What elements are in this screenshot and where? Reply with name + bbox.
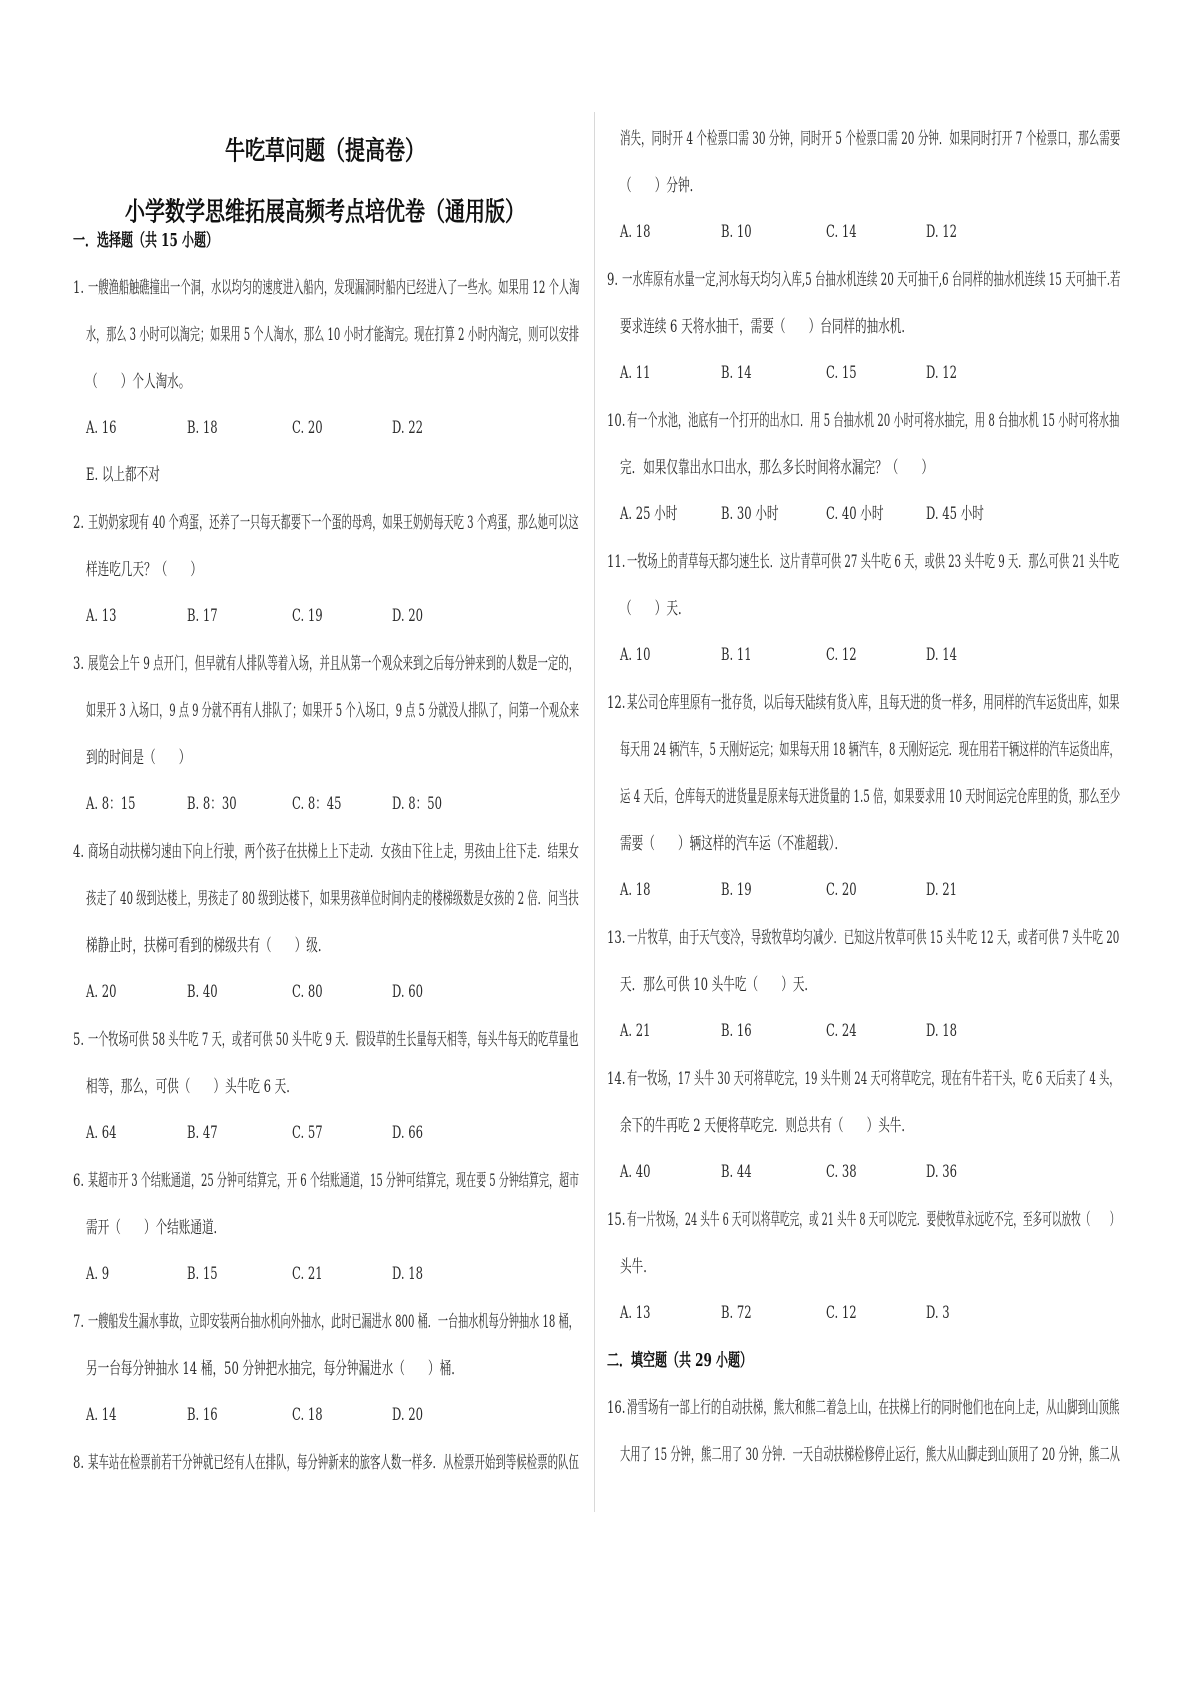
question-line	[607, 772, 1122, 819]
answer-option: C. 20	[826, 878, 857, 900]
answer-options	[607, 631, 1122, 678]
answer-option: D. 14	[926, 643, 958, 665]
answer-option: C. 38	[826, 1160, 857, 1182]
answer-option: D. 3	[926, 1301, 950, 1323]
section-heading-text: 一．选择题（共 15 小题）	[73, 229, 219, 250]
answer-options	[607, 1148, 1122, 1195]
question-text: 一艘船发生漏水事故，立即安装两台抽水机向外抽水，此时已漏进水 800 桶．一台抽水机每分钟抽水 18 桶，	[88, 1310, 579, 1331]
question-text: 样连吃几天？（ ）	[86, 558, 202, 579]
question-line	[607, 678, 1122, 725]
answer-option: C. 18	[292, 1403, 323, 1425]
question-line	[73, 874, 581, 921]
question-line	[607, 725, 1122, 772]
question-line	[73, 263, 581, 310]
question-line	[607, 396, 1122, 443]
answer-option: C. 21	[292, 1262, 323, 1284]
question-line	[607, 960, 1122, 1007]
answer-options	[73, 780, 581, 827]
question-text: 需要（ ）辆这样的汽车运（不准超载）．	[620, 832, 847, 853]
answer-options	[607, 1289, 1122, 1336]
question-text: 某公司仓库里原有一批存货，以后每天陆续有货入库，且每天进的货一样多，用同样的汽车运货出库，如果	[627, 691, 1120, 712]
answer-option: B. 47	[187, 1121, 218, 1143]
answer-option: B. 16	[187, 1403, 218, 1425]
answer-options	[73, 1250, 581, 1297]
answer-option: A. 11	[620, 361, 651, 383]
question-line	[607, 537, 1122, 584]
question-line	[73, 310, 581, 357]
question-text: （ ）天．	[620, 597, 690, 618]
answer-option: C. 80	[292, 980, 323, 1002]
answer-option: C. 20	[292, 416, 323, 438]
question-text: 一水库原有水量一定,河水每天均匀入库,5 台抽水机连续 20 天可抽干,6 台同样的抽水机连续 15 天可抽干.若	[622, 268, 1121, 289]
answer-options	[73, 968, 581, 1015]
answer-option: A. 9	[86, 1262, 110, 1284]
answer-option: B. 8：30	[187, 792, 237, 814]
question-text: 滑雪场有一部上行的自动扶梯，熊大和熊二着急上山，在扶梯上行的同时他们也在向上走，从山脚到山顶熊	[627, 1396, 1120, 1417]
question-line	[73, 1156, 581, 1203]
question-line	[607, 1195, 1122, 1242]
question-number: 11.	[607, 550, 626, 571]
answer-options	[607, 349, 1122, 396]
answer-option: D. 20	[392, 604, 424, 626]
question-text: 完．如果仅靠出水口出水，那么多长时间将水漏完？（ ）	[620, 456, 934, 477]
question-number: 4.	[73, 840, 85, 861]
question-text: 到的时间是（ ）	[86, 746, 191, 767]
answer-option: A. 18	[620, 220, 651, 242]
answer-option: A. 40	[620, 1160, 651, 1182]
question-line	[73, 545, 581, 592]
question-line	[607, 913, 1122, 960]
question-text: 孩走了 40 级到达楼上，男孩走了 80 级到达楼下，如果男孩单位时间内走的楼梯级数是女孩的 2 倍．问当扶	[86, 887, 579, 908]
right-column	[607, 114, 1122, 1477]
answer-option: B. 15	[187, 1262, 218, 1284]
question-line	[607, 443, 1122, 490]
section-heading	[73, 216, 581, 263]
question-text: 一个牧场可供 58 头牛吃 7 天，或者可供 50 头牛吃 9 天．假设草的生长量每天相等，每头牛每天的吃草量也	[88, 1028, 579, 1049]
question-line	[73, 1015, 581, 1062]
answer-options	[607, 208, 1122, 255]
section-heading-text: 二．填空题（共 29 小题）	[607, 1349, 753, 1370]
question-line	[73, 1203, 581, 1250]
question-number: 16.	[607, 1396, 626, 1417]
question-text: 一艘渔船触礁撞出一个洞，水以均匀的速度进入船内，发现漏洞时船内已经进入了一些水。如果用 12 个人淘	[88, 276, 580, 297]
answer-option: D. 12	[926, 361, 958, 383]
question-text: （ ）个人淘水。	[86, 370, 191, 391]
question-number: 5.	[73, 1028, 85, 1049]
question-text: 如果开 3 入场口，9 点 9 分就不再有人排队了；如果开 5 个入场口，9 点 5 分就没人排队了，问第一个观众来	[86, 699, 580, 720]
question-line	[607, 1054, 1122, 1101]
question-text: 展览会上午 9 点开门，但早就有人排队等着入场，并且从第一个观众来到之后每分钟来到的人数是一定的，	[88, 652, 580, 673]
answer-option: B. 40	[187, 980, 218, 1002]
answer-option: D. 18	[926, 1019, 958, 1041]
answer-option: C. 14	[826, 220, 857, 242]
answer-option: B. 16	[721, 1019, 752, 1041]
question-number: 6.	[73, 1169, 85, 1190]
section-heading	[607, 1336, 1122, 1383]
question-number: 8.	[73, 1451, 85, 1472]
question-line	[607, 1242, 1122, 1289]
question-line	[73, 686, 581, 733]
question-line	[607, 819, 1122, 866]
question-line	[607, 255, 1122, 302]
answer-option: B. 17	[187, 604, 218, 626]
question-line	[607, 1430, 1122, 1477]
answer-options	[73, 451, 581, 498]
question-text: 一片牧草，由于天气变冷，导致牧草均匀减少．已知这片牧草可供 15 头牛吃 12 天，或者可供 7 头牛吃 20	[627, 926, 1120, 947]
question-line	[73, 1297, 581, 1344]
answer-option: A. 10	[620, 643, 651, 665]
question-text: 相等，那么，可供（ ）头牛吃 6 天．	[86, 1075, 298, 1096]
answer-option: D. 18	[392, 1262, 424, 1284]
answer-option: B. 11	[721, 643, 752, 665]
answer-option: D. 36	[926, 1160, 958, 1182]
question-line	[607, 1383, 1122, 1430]
question-line	[73, 733, 581, 780]
answer-options	[73, 404, 581, 451]
answer-option: C. 19	[292, 604, 323, 626]
answer-option: A. 16	[86, 416, 117, 438]
answer-option: A. 13	[620, 1301, 651, 1323]
question-text: 要求连续 6 天将水抽干，需要（ ）台同样的抽水机．	[620, 315, 913, 336]
answer-options	[73, 592, 581, 639]
column-divider	[594, 112, 595, 1512]
answer-option: A. 64	[86, 1121, 117, 1143]
question-number: 10.	[607, 409, 626, 430]
question-number: 14.	[607, 1067, 626, 1088]
answer-option: B. 72	[721, 1301, 752, 1323]
answer-option: D. 8：50	[392, 792, 442, 814]
question-line	[73, 639, 581, 686]
answer-option: A. 13	[86, 604, 117, 626]
answer-option: A. 25 小时	[620, 502, 678, 524]
answer-option: A. 20	[86, 980, 117, 1002]
question-line	[73, 1062, 581, 1109]
question-text: 一牧场上的青草每天都匀速生长．这片青草可供 27 头牛吃 6 天，或供 23 头牛吃 9 天．那么可供 21 头牛吃	[627, 550, 1120, 571]
question-text: 某车站在检票前若干分钟就已经有人在排队，每分钟新来的旅客人数一样多．从检票开始到等候检票的队伍	[88, 1451, 579, 1472]
question-text: 消失，同时开 4 个检票口需 30 分钟，同时开 5 个检票口需 20 分钟．如果同时打开 7 个检票口，那么需要	[620, 127, 1121, 148]
question-line	[73, 357, 581, 404]
question-line	[73, 498, 581, 545]
answer-option: E. 以上都不对	[86, 463, 160, 485]
question-text: 天．那么可供 10 头牛吃（ ）天．	[620, 973, 817, 994]
question-text: 头牛．	[620, 1255, 655, 1276]
answer-options	[607, 1007, 1122, 1054]
answer-option: D. 20	[392, 1403, 424, 1425]
question-line	[607, 302, 1122, 349]
answer-option: B. 10	[721, 220, 752, 242]
answer-option: D. 21	[926, 878, 958, 900]
page-subtitle: 小学数学思维拓展高频考点培优卷（通用版）	[125, 195, 525, 228]
question-text: 梯静止时，扶梯可看到的梯级共有（ ）级．	[86, 934, 330, 955]
question-number: 13.	[607, 926, 626, 947]
answer-option: C. 12	[826, 643, 857, 665]
question-line	[607, 584, 1122, 631]
question-text: （ ）分钟．	[620, 174, 702, 195]
question-text: 有一片牧场，24 头牛 6 天可以将草吃完，或 21 头牛 8 天可以吃完．要使牧草永远吃不完，至多可以放牧（ ）	[627, 1208, 1120, 1229]
question-line	[607, 114, 1122, 161]
answer-option: B. 19	[721, 878, 752, 900]
answer-option: B. 44	[721, 1160, 752, 1182]
question-number: 2.	[73, 511, 85, 532]
question-text: 每天用 24 辆汽车，5 天刚好运完；如果每天用 18 辆汽车，8 天刚好运完．现在用若干辆这样的汽车运货出库，	[620, 738, 1120, 759]
answer-option: B. 18	[187, 416, 218, 438]
answer-option: A. 21	[620, 1019, 651, 1041]
question-text: 余下的牛再吃 2 天便将草吃完．则总共有（ ）头牛．	[620, 1114, 913, 1135]
question-line	[73, 827, 581, 874]
question-text: 水，那么 3 小时可以淘完；如果用 5 个人淘水，那么 10 小时才能淘完。现在打算 2 小时内淘完，则可以安排	[86, 323, 579, 344]
answer-option: C. 24	[826, 1019, 857, 1041]
question-line	[73, 1344, 581, 1391]
answer-option: C. 15	[826, 361, 857, 383]
answer-options	[607, 490, 1122, 537]
answer-option: C. 57	[292, 1121, 323, 1143]
question-line	[73, 1438, 581, 1485]
question-text: 王奶奶家现有 40 个鸡蛋，还养了一只每天都要下一个蛋的母鸡，如果王奶奶每天吃 3 个鸡蛋，那么她可以这	[88, 511, 579, 532]
answer-option: D. 66	[392, 1121, 424, 1143]
answer-option: D. 45 小时	[926, 502, 984, 524]
question-line	[607, 1101, 1122, 1148]
question-line	[73, 921, 581, 968]
question-text: 商场自动扶梯匀速由下向上行驶，两个孩子在扶梯上上下走动．女孩由下往上走，男孩由上往下走．结果女	[88, 840, 579, 861]
question-text: 运 4 天后，仓库每天的进货量是原来每天进货量的 1.5 倍，如果要求用 10 天时间运完仓库里的货，那么至少	[620, 785, 1121, 806]
question-text: 有一牧场，17 头牛 30 天可将草吃完，19 头牛则 24 天可将草吃完，现在有牛若干头，吃 6 天后卖了 4 头，	[627, 1067, 1120, 1088]
question-text: 某超市开 3 个结账通道，25 分钟可结算完，开 6 个结账通道，15 分钟可结算完，现在要 5 分钟结算完，超市	[88, 1169, 580, 1190]
question-text: 有一个水池，池底有一个打开的出水口．用 5 台抽水机 20 小时可将水抽完，用 8 台抽水机 15 小时可将水抽	[627, 409, 1120, 430]
answer-option: D. 22	[392, 416, 424, 438]
question-number: 12.	[607, 691, 626, 712]
answer-option: C. 40 小时	[826, 502, 884, 524]
question-number: 7.	[73, 1310, 85, 1331]
left-column	[73, 216, 581, 1485]
question-text: 需开（ ）个结账通道．	[86, 1216, 226, 1237]
answer-option: D. 12	[926, 220, 958, 242]
answer-options	[73, 1109, 581, 1156]
answer-option: A. 8：15	[86, 792, 136, 814]
answer-option: C. 12	[826, 1301, 857, 1323]
answer-option: D. 60	[392, 980, 424, 1002]
question-text: 另一台每分钟抽水 14 桶，50 分钟把水抽完，每分钟漏进水（ ）桶．	[86, 1357, 463, 1378]
answer-option: C. 8：45	[292, 792, 342, 814]
answer-options	[73, 1391, 581, 1438]
question-number: 9.	[607, 268, 619, 289]
question-number: 3.	[73, 652, 85, 673]
question-number: 1.	[73, 276, 85, 297]
answer-option: B. 14	[721, 361, 752, 383]
answer-option: A. 14	[86, 1403, 117, 1425]
page-title: 牛吃草问题（提高卷）	[225, 134, 425, 167]
question-line	[607, 161, 1122, 208]
question-number: 15.	[607, 1208, 626, 1229]
question-text: 大用了 15 分钟，熊二用了 30 分钟．一天自动扶梯检修停止运行，熊大从山脚走到山顶用了 20 分钟，熊二从	[620, 1443, 1120, 1464]
answer-option: B. 30 小时	[721, 502, 779, 524]
answer-option: A. 18	[620, 878, 651, 900]
answer-options	[607, 866, 1122, 913]
